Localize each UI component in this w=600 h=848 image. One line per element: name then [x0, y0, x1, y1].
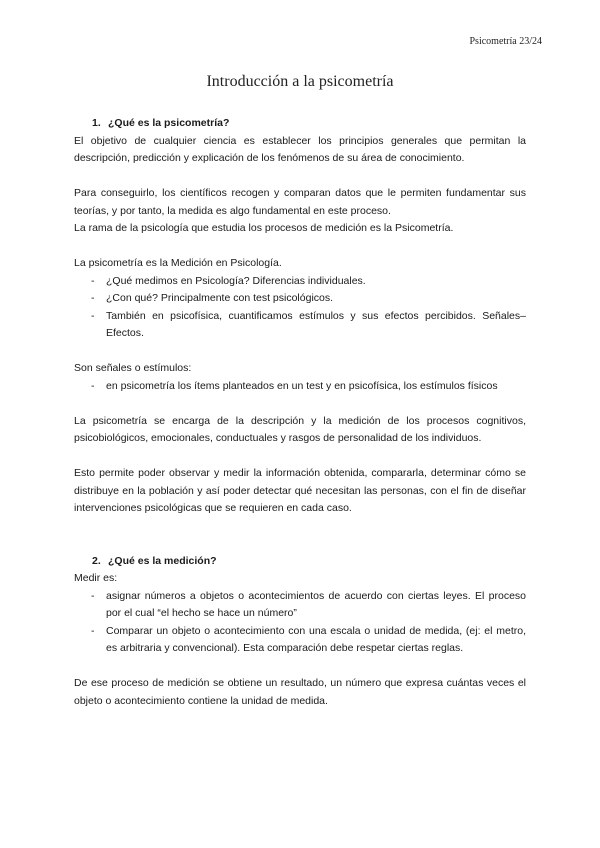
- bullet-list: [74, 378, 526, 396]
- list-item: - ¿Qué medimos en Psicología? Diferencias individuales.: [74, 273, 526, 291]
- paragraph: El objetivo de cualquier ciencia es establecer los principios generales que permitan la descripción, predicción y explicación de los fenómenos de su área de conocimiento.: [74, 134, 526, 164]
- page-header: Psicometría 23/24: [469, 36, 542, 47]
- section-2-heading: [92, 553, 526, 571]
- paragraph: Medir es:: [74, 572, 118, 584]
- list-item: - ¿Con qué? Principalmente con test psicológicos.: [74, 290, 526, 308]
- section-2-number: 2.: [92, 554, 101, 567]
- paragraph: Para conseguirlo, los científicos recogen y comparan datos que le permiten fundamentar sus teorías, y por tanto, la medida es algo fundamental en este proceso.: [74, 187, 526, 217]
- paragraph: La psicometría se encarga de la descripción y la medición de los procesos cognitivos, psicobiológicos, emocionales, conductuales y rasgos de personalidad de los individuos.: [74, 414, 526, 444]
- paragraph: La psicometría es la Medición en Psicología.: [74, 257, 282, 269]
- paragraph: La rama de la psicología que estudia los procesos de medición es la Psicometría.: [74, 222, 454, 234]
- paragraph: Esto permite poder observar y medir la información obtenida, compararla, determinar cómo se distribuye en la población y así poder detectar qué necesitan las personas, con el fin de diseñar intervenciones psicológicas que se requieren en cada caso.: [74, 467, 526, 514]
- bullet-list: [74, 273, 526, 343]
- list-item: - en psicometría los ítems planteados en un test y en psicofísica, los estímulos físicos: [74, 378, 526, 396]
- section-1-title: ¿Qué es la psicometría?: [108, 117, 230, 129]
- section-1-number: 1.: [92, 117, 101, 129]
- paragraph: Son señales o estímulos:: [74, 362, 192, 374]
- bullet-list: [74, 588, 526, 658]
- document-title: Introducción a la psicometría: [206, 73, 394, 90]
- paragraph: De ese proceso de medición se obtiene un resultado, un número que expresa cuántas veces el objeto o acontecimiento contiene la unidad de medida.: [74, 677, 526, 707]
- section-1-heading: [92, 115, 526, 133]
- list-item: - asignar números a objetos o acontecimientos de acuerdo con ciertas leyes. El proceso por el cual “el hecho se hace un número”: [74, 588, 526, 623]
- document-body: [74, 115, 526, 710]
- list-item: - También en psicofísica, cuantificamos estímulos y sus efectos percibidos. Señales–Efectos.: [74, 308, 526, 343]
- list-item: - Comparar un objeto o acontecimiento con una escala o unidad de medida, (ej: el metro, es arbitraria y convencional). Esta comparación debe respetar ciertas reglas.: [74, 623, 526, 658]
- section-2-title: ¿Qué es la medición?: [108, 554, 217, 567]
